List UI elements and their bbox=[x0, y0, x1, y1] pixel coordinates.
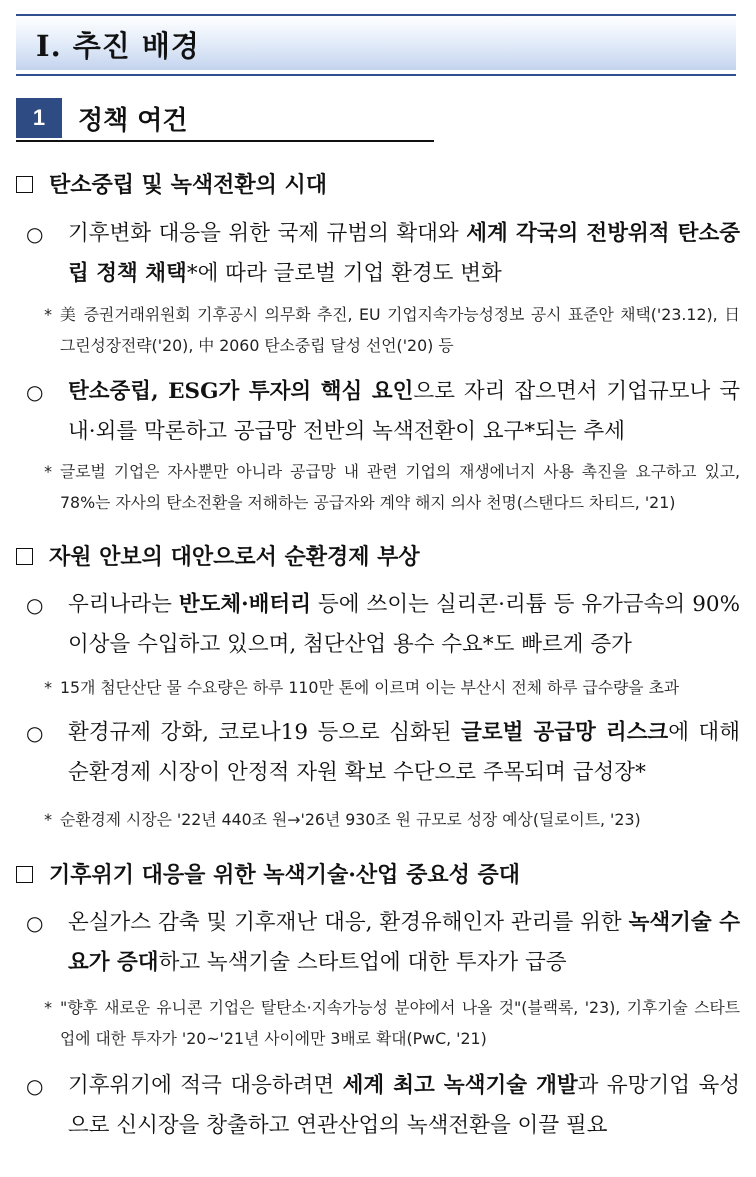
item-text: 하고 녹색기술 스타트업에 대한 투자가 급증 bbox=[158, 950, 567, 975]
footnote-mark: * bbox=[44, 462, 52, 481]
item-emphasis: 녹색기술 수요가 증대 bbox=[68, 910, 740, 975]
circle-bullet-icon: ○ bbox=[26, 721, 44, 745]
footnote-mark: * bbox=[44, 305, 52, 324]
item-text: 으로 자리 잡으면서 기업규모나 국내·외를 막론하고 공급망 전반의 녹색전환이 요구*되는 추세 bbox=[68, 379, 741, 444]
checkbox-square-icon bbox=[16, 548, 33, 565]
item-emphasis: 세계 최고 녹색기술 개발 bbox=[342, 1073, 578, 1098]
subsection-number: 1 bbox=[16, 98, 62, 138]
footnote bbox=[16, 299, 740, 361]
footnote-text: 순환경제 시장은 '22년 440조 원→'26년 930조 원 규모로 성장 예상(딜로이트, '23) bbox=[60, 810, 641, 829]
item-emphasis: 반도체·배터리 bbox=[178, 592, 311, 617]
circle-bullet-icon: ○ bbox=[26, 911, 44, 935]
circle-bullet-icon: ○ bbox=[26, 1074, 44, 1098]
subsection-header bbox=[16, 98, 434, 142]
bullet-item bbox=[16, 1066, 740, 1146]
footnote-mark: * bbox=[44, 678, 52, 697]
bullet-item bbox=[16, 585, 740, 665]
topic-heading-text: 자원 안보의 대안으로서 순환경제 부상 bbox=[49, 544, 420, 570]
footnote bbox=[16, 992, 740, 1054]
section-rule bbox=[16, 74, 736, 76]
footnote-mark: * bbox=[44, 810, 52, 829]
item-emphasis: 글로벌 공급망 리스크 bbox=[461, 720, 669, 745]
section-header bbox=[16, 14, 736, 70]
footnote-text: 글로벌 기업은 자사뿐만 아니라 공급망 내 관련 기업의 재생에너지 사용 촉진을 요구하고 있고, 78%는 자사의 탄소전환을 저해하는 공급자와 계약 해지 의사 천명(스탠다드 차티드, '21) bbox=[60, 462, 740, 512]
item-text: 환경규제 강화, 코로나19 등으로 심화된 bbox=[68, 720, 462, 745]
topic-heading-text: 기후위기 대응을 위한 녹색기술·산업 중요성 증대 bbox=[49, 862, 520, 888]
topic-heading bbox=[16, 540, 740, 571]
footnote-text: 15개 첨단산단 물 수요량은 하루 110만 톤에 이르며 이는 부산시 전체 하루 급수량을 초과 bbox=[60, 678, 680, 697]
checkbox-square-icon bbox=[16, 176, 33, 193]
bullet-item bbox=[16, 214, 740, 294]
footnote-mark: * bbox=[44, 998, 52, 1017]
topic-heading bbox=[16, 168, 740, 199]
bullet-item bbox=[16, 713, 740, 793]
footnote-text: "향후 새로운 유니콘 기업은 탈탄소·지속가능성 분야에서 나올 것"(블랙록, '23), 기후기술 스타트업에 대한 투자가 '20~'21년 사이에만 3배로 확대(PwC, '21) bbox=[60, 998, 740, 1048]
item-text: 온실가스 감축 및 기후재난 대응, 환경유해인자 관리를 위한 bbox=[68, 910, 629, 935]
item-text: 등에 쓰이는 실리콘·리튬 등 유가금속의 90% 이상을 수입하고 있으며, 첨단산업 용수 수요*도 빠르게 증가 bbox=[68, 592, 741, 657]
item-text: 우리나라는 bbox=[68, 592, 179, 617]
item-emphasis: 세계 각국의 전방위적 탄소중립 정책 채택 bbox=[68, 221, 740, 286]
subsection-title: 정책 여건 bbox=[78, 106, 188, 136]
footnote-text: 美 증권거래위원회 기후공시 의무화 추진, EU 기업지속가능성정보 공시 표준안 채택('23.12), 日 그린성장전략('20), 中 2060 탄소중립 달성 선언('20) 등 bbox=[60, 305, 740, 355]
footnote bbox=[16, 456, 740, 518]
topic-heading-text: 탄소중립 및 녹색전환의 시대 bbox=[49, 172, 328, 198]
item-text: 과 유망기업 육성으로 신시장을 창출하고 연관산업의 녹색전환을 이끌 필요 bbox=[68, 1073, 740, 1138]
bullet-item bbox=[16, 903, 740, 983]
bullet-item bbox=[16, 372, 740, 452]
item-emphasis: 탄소중립, ESG가 투자의 핵심 요인 bbox=[68, 379, 414, 404]
checkbox-square-icon bbox=[16, 866, 33, 883]
footnote bbox=[16, 804, 740, 835]
item-text: *에 따라 글로벌 기업 환경도 변화 bbox=[186, 261, 502, 286]
circle-bullet-icon: ○ bbox=[26, 593, 44, 617]
item-text: 기후변화 대응을 위한 국제 규범의 확대와 bbox=[68, 221, 467, 246]
item-text: 에 대해 순환경제 시장이 안정적 자원 확보 수단으로 주목되며 급성장* bbox=[68, 720, 740, 785]
circle-bullet-icon: ○ bbox=[26, 222, 44, 246]
item-text: 기후위기에 적극 대응하려면 bbox=[68, 1073, 343, 1098]
circle-bullet-icon: ○ bbox=[26, 380, 44, 404]
section-title: Ⅰ. 추진 배경 bbox=[36, 29, 200, 63]
footnote bbox=[16, 672, 740, 703]
topic-heading bbox=[16, 858, 740, 889]
